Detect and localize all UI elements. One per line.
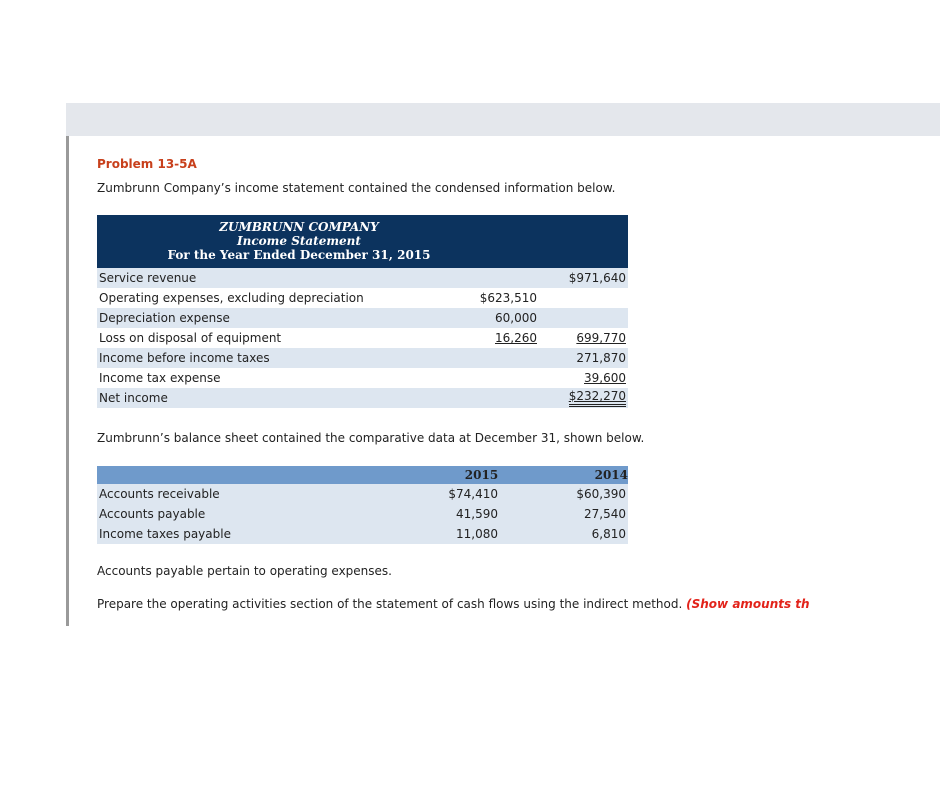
note-text: Accounts payable pertain to operating expenses. [97, 564, 392, 578]
row-label: Operating expenses, excluding depreciation [99, 291, 364, 305]
value-2014: 27,540 [584, 507, 626, 521]
balance-sheet-intro: Zumbrunn’s balance sheet contained the comparative data at December 31, shown below. [97, 431, 645, 445]
row-label: Income taxes payable [99, 527, 231, 541]
value-2014: $60,390 [576, 487, 626, 501]
table-row [97, 484, 628, 504]
year-2014-header: 2014 [543, 466, 628, 485]
income-statement-table [97, 215, 628, 408]
row-total: 699,770 [576, 331, 626, 345]
value-2015: 11,080 [456, 527, 498, 541]
row-amount: $623,510 [479, 291, 537, 305]
row-label: Income before income taxes [99, 351, 270, 365]
problem-title: Problem 13-5A [97, 157, 197, 171]
table-row [97, 268, 628, 288]
company-name: ZUMBRUNN COMPANY [219, 220, 379, 234]
row-label: Income tax expense [99, 371, 221, 385]
table-row [97, 368, 628, 388]
top-band [66, 103, 940, 136]
statement-name: Income Statement [237, 234, 361, 248]
row-label: Accounts receivable [99, 487, 220, 501]
year-2015-header: 2015 [434, 466, 529, 485]
instruction-body: Prepare the operating activities section of the statement of cash flows using the indirect method. [97, 597, 683, 611]
problem-intro: Zumbrunn Company’s income statement contained the condensed information below. [97, 181, 616, 195]
table-row [97, 348, 628, 368]
net-income-total: $232,270 [569, 388, 626, 407]
statement-period: For the Year Ended December 31, 2015 [167, 248, 431, 262]
instruction-text [97, 597, 810, 611]
value-2014: 6,810 [591, 527, 626, 541]
row-label: Service revenue [99, 271, 197, 285]
table-row [97, 388, 628, 408]
balance-sheet-table [97, 466, 628, 544]
table-row [97, 504, 628, 524]
left-rule [66, 136, 69, 626]
row-amount: 16,260 [495, 331, 537, 345]
row-label: Net income [99, 391, 168, 405]
balance-sheet-header [97, 466, 628, 484]
row-label: Accounts payable [99, 507, 206, 521]
table-row [97, 288, 628, 308]
value-2015: 41,590 [456, 507, 498, 521]
table-row [97, 524, 628, 544]
table-row [97, 308, 628, 328]
row-total: 39,600 [584, 371, 626, 385]
row-label: Loss on disposal of equipment [99, 331, 282, 345]
row-amount: 60,000 [495, 311, 537, 325]
row-total: $971,640 [568, 271, 626, 285]
income-statement-header [97, 215, 628, 268]
instruction-emphasis: (Show amounts th [686, 597, 810, 611]
row-total: 271,870 [576, 351, 626, 365]
value-2015: $74,410 [448, 487, 498, 501]
table-row [97, 328, 628, 348]
row-label: Depreciation expense [99, 311, 230, 325]
